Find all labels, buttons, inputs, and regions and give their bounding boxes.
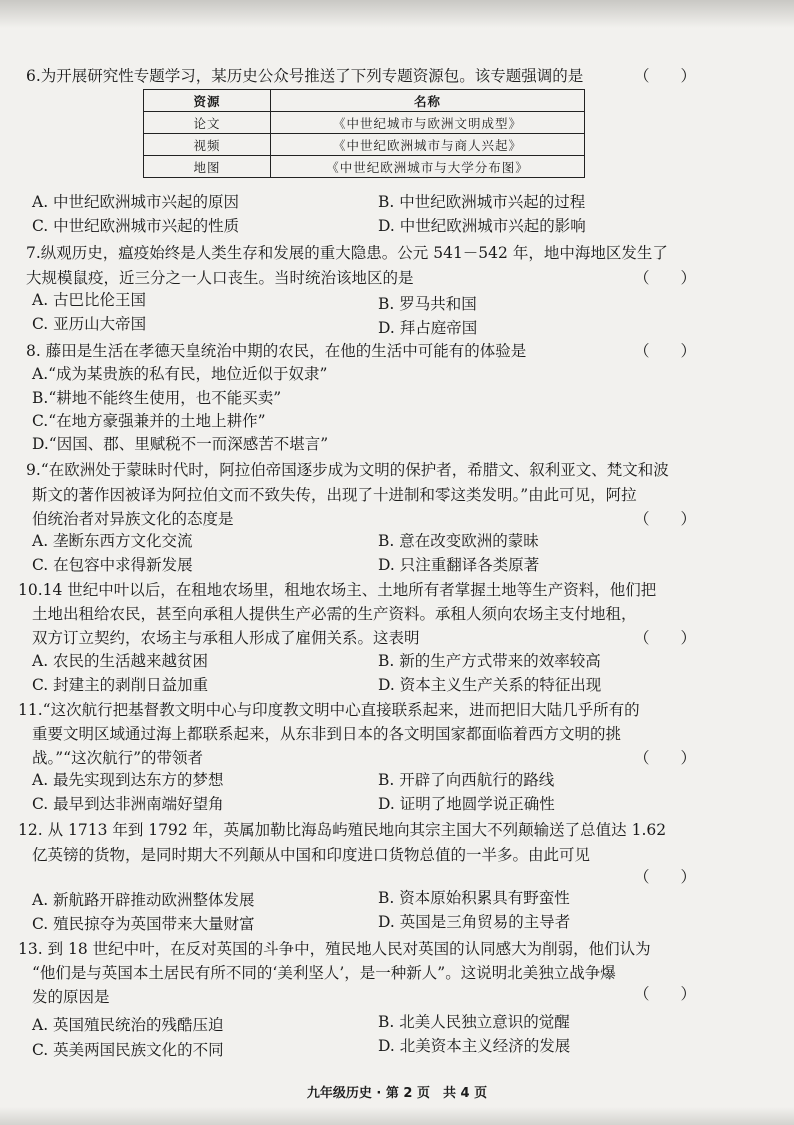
q10-answer-blank: （ ）: [634, 629, 697, 647]
q12-answer-blank: （ ）: [634, 868, 697, 886]
q8-option-b: B.“耕地不能终生使用，也不能买卖”: [32, 389, 282, 407]
q12-stem-line2: 亿英镑的货物，是同时期大不列颠从中国和印度进口货物总值的一半多。由此可见: [32, 846, 591, 864]
q13-option-d: D. 北美资本主义经济的发展: [378, 1037, 571, 1055]
q6-resource-table: [143, 89, 585, 178]
q10-option-b: B. 新的生产方式带来的效率较高: [378, 652, 601, 670]
q13-answer-blank: （ ）: [634, 985, 697, 1003]
q11-stem-line2: 重要文明区域通过海上都联系起来，从东非到日本的各文明国家都面临着西方文明的挑: [32, 725, 622, 743]
q10-option-a: A. 农民的生活越来越贫困: [32, 652, 209, 670]
q10-stem-line2: 土地出租给农民，甚至向承租人提供生产必需的生产资料。承租人须向农场主支付地租，: [32, 605, 637, 623]
q9-option-a: A. 垄断东西方文化交流: [32, 532, 193, 550]
q13-option-a: A. 英国殖民统治的残酷压迫: [32, 1016, 224, 1034]
q7-option-b: B. 罗马共和国: [378, 295, 477, 313]
q11-answer-blank: （ ）: [634, 749, 697, 767]
q13-stem-line2: “他们是与英国本土居民有所不同的‘美利坚人’，是一种新人”。这说明北美独立战争爆: [32, 964, 616, 982]
q7-stem-line2: 大规模鼠疫，近三分之一人口丧生。当时统治该地区的是: [26, 269, 414, 287]
table-cell: 《中世纪城市与欧洲文明成型》: [271, 112, 585, 134]
q12-option-c: C. 殖民掠夺为英国带来大量财富: [32, 915, 255, 933]
table-header-name: 名称: [271, 90, 585, 112]
q6-answer-blank: （ ）: [634, 67, 697, 85]
page-footer: 九年级历史 · 第 2 页 共 4 页: [306, 1086, 488, 1101]
q12-option-a: A. 新航路开辟推动欧洲整体发展: [32, 891, 255, 909]
table-cell: 《中世纪欧洲城市与大学分布图》: [271, 156, 585, 178]
q10-option-d: D. 资本主义生产关系的特征出现: [378, 676, 602, 694]
q9-stem-line3: 伯统治者对异族文化的态度是: [32, 510, 234, 528]
table-row: [144, 156, 585, 178]
q9-stem-line1: 9.“在欧洲处于蒙昧时代时，阿拉伯帝国逐步成为文明的保护者，希腊文、叙利亚文、梵文和波: [26, 461, 669, 479]
table-row: [144, 112, 585, 134]
q9-option-d: D. 只注重翻译各类原著: [378, 556, 540, 574]
q11-option-b: B. 开辟了向西航行的路线: [378, 771, 555, 789]
q6-option-b: B. 中世纪欧洲城市兴起的过程: [378, 193, 586, 211]
table-header-resource: 资源: [144, 90, 271, 112]
q13-option-b: B. 北美人民独立意识的觉醒: [378, 1013, 570, 1031]
q12-option-d: D. 英国是三角贸易的主导者: [378, 913, 571, 931]
table-cell: 《中世纪欧洲城市与商人兴起》: [271, 134, 585, 156]
q7-option-d: D. 拜占庭帝国: [378, 319, 478, 337]
q13-option-c: C. 英美两国民族文化的不同: [32, 1041, 224, 1059]
q9-option-b: B. 意在改变欧洲的蒙昧: [378, 532, 539, 550]
q11-stem-line3: 战。”“这次航行”的带领者: [32, 749, 204, 767]
q7-answer-blank: （ ）: [634, 269, 697, 287]
q6-option-a: A. 中世纪欧洲城市兴起的原因: [32, 193, 240, 211]
q12-option-b: B. 资本原始积累具有野蛮性: [378, 889, 570, 907]
q8-answer-blank: （ ）: [634, 342, 697, 360]
q11-option-c: C. 最早到达非洲南端好望角: [32, 795, 224, 813]
q7-option-c: C. 亚历山大帝国: [32, 315, 147, 333]
q10-option-c: C. 封建主的剥削日益加重: [32, 676, 209, 694]
q6-option-d: D. 中世纪欧洲城市兴起的影响: [378, 217, 586, 235]
table-cell: 地图: [144, 156, 271, 178]
q11-stem-line1: 11.“这次航行把基督教文明中心与印度教文明中心直接联系起来，进而把旧大陆几乎所有的: [18, 701, 640, 719]
table-header-row: [144, 90, 585, 112]
q10-stem-line1: 10.14 世纪中叶以后，在租地农场里，租地农场主、土地所有者掌握土地等生产资料，他们把: [18, 581, 657, 599]
q8-option-a: A.“成为某贵族的私有民，地位近似于奴隶”: [32, 365, 328, 383]
q6-option-c: C. 中世纪欧洲城市兴起的性质: [32, 217, 240, 235]
table-cell: 论文: [144, 112, 271, 134]
q12-stem-line1: 12. 从 1713 年到 1792 年，英属加勒比海岛屿殖民地向其宗主国大不列颠输送了总值达 1.62: [18, 821, 667, 839]
q9-option-c: C. 在包容中求得新发展: [32, 556, 193, 574]
q9-answer-blank: （ ）: [634, 510, 697, 528]
q8-option-d: D.“因国、郡、里赋税不一而深感苦不堪言”: [32, 435, 329, 453]
q11-option-a: A. 最先实现到达东方的梦想: [32, 771, 224, 789]
q13-stem-line1: 13. 到 18 世纪中叶，在反对英国的斗争中，殖民地人民对英国的认同感大为削弱，他们认为: [18, 940, 651, 958]
table-row: [144, 134, 585, 156]
q8-stem: 8. 藤田是生活在孝德天皇统治中期的农民，在他的生活中可能有的体验是: [26, 342, 527, 360]
q9-stem-line2: 斯文的著作因被译为阿拉伯文而不致失传，出现了十进制和零这类发明。”由此可见，阿拉: [32, 486, 637, 504]
q10-stem-line3: 双方订立契约，农场主与承租人形成了雇佣关系。这表明: [32, 629, 420, 647]
q7-stem-line1: 7.纵观历史，瘟疫始终是人类生存和发展的重大隐患。公元 541－542 年，地中海地区发生了: [26, 244, 668, 262]
q13-stem-line3: 发的原因是: [32, 988, 110, 1006]
q7-option-a: A. 古巴比伦王国: [32, 291, 147, 309]
q6-stem: 6.为开展研究性专题学习，某历史公众号推送了下列专题资源包。该专题强调的是: [26, 67, 584, 85]
scan-shadow-top: [0, 0, 794, 28]
scan-shadow-bottom: [0, 1107, 794, 1125]
q11-option-d: D. 证明了地圆学说正确性: [378, 795, 555, 813]
table-cell: 视频: [144, 134, 271, 156]
q8-option-c: C.“在地方豪强兼并的土地上耕作”: [32, 412, 266, 430]
